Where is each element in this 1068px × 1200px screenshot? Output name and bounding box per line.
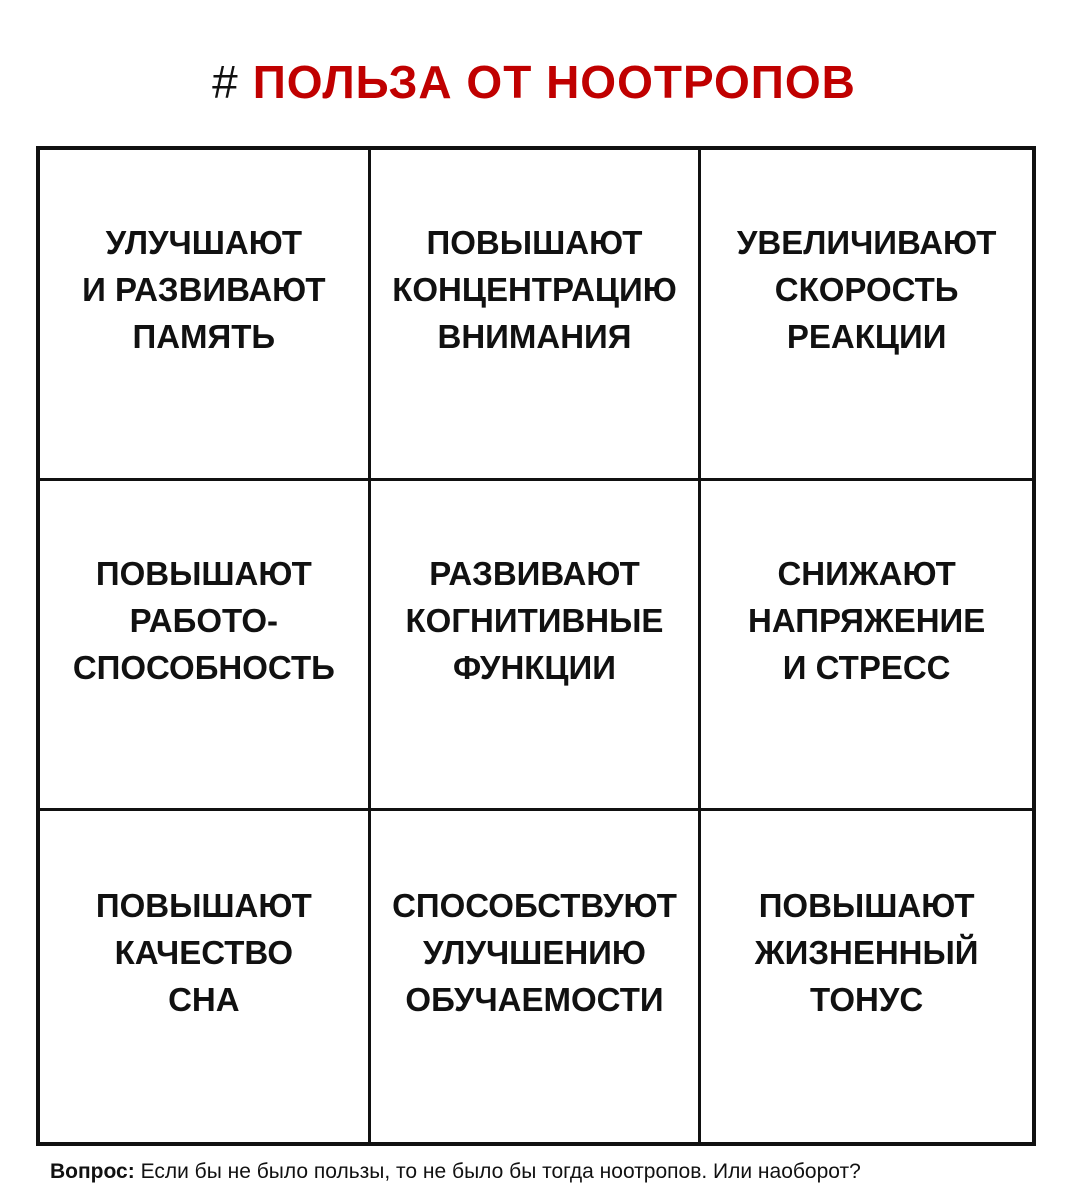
question-label: Вопрос: [50,1160,135,1183]
cell-line: КОНЦЕНТРАЦИЮ [392,271,677,309]
cell-line: СПОСОБСТВУЮТ [392,887,677,925]
cell-line: ПОВЫШАЮТ [426,224,643,262]
cell-line: ПОВЫШАЮТ [758,887,975,925]
cell-line: ФУНКЦИИ [453,648,616,686]
grid-cell [701,150,1032,481]
cell-line: УЛУЧШЕНИЮ [423,934,646,972]
cell-line: СНИЖАЮТ [777,554,956,592]
cell-line: УЛУЧШАЮТ [105,224,303,262]
cell-line: НАПРЯЖЕНИЕ [748,601,986,639]
cell-line: КОГНИТИВНЫЕ [405,601,664,639]
cell-text [737,219,997,360]
benefits-grid [36,146,1036,1146]
title-text: ПОЛЬЗА ОТ НООТРОПОВ [252,56,856,108]
grid-cell [371,150,702,481]
grid-cell [701,481,1032,812]
cell-line: ЖИЗНЕННЫЙ [754,934,979,972]
cell-line: СКОРОСТЬ [774,271,959,309]
cell-line: СНА [168,981,240,1019]
cell-text [755,882,979,1023]
question-text: Если бы не было пользы, то не было бы тогда ноотропов. Или наоборот? [140,1160,861,1183]
cell-line: ВНИМАНИЯ [437,318,632,356]
grid-cell [371,481,702,812]
grid-cell [371,811,702,1142]
cell-text [406,550,664,691]
cell-line: ОБУЧАЕМОСТИ [405,981,664,1019]
cell-line: И РАЗВИВАЮТ [82,271,326,309]
cell-line: РАЗВИВАЮТ [429,554,640,592]
grid-cell [40,150,371,481]
cell-text [82,219,325,360]
cell-line: ПОВЫШАЮТ [95,887,312,925]
hash-symbol: # [212,56,239,108]
cell-line: КАЧЕСТВО [114,934,294,972]
cell-line: ПОВЫШАЮТ [95,554,312,592]
cell-text [392,219,677,360]
grid-cell [40,481,371,812]
cell-line: И СТРЕСС [782,648,951,686]
cell-text [96,882,312,1023]
cell-line: РАБОТО- [129,601,278,639]
page-title [0,52,1068,112]
cell-line: РЕАКЦИИ [786,318,947,356]
cell-line: ТОНУС [810,981,924,1019]
footer-question [50,1158,1050,1186]
cell-text [73,550,335,691]
cell-line: ПАМЯТЬ [132,318,276,356]
grid-cell [701,811,1032,1142]
cell-line: УВЕЛИЧИВАЮТ [736,224,997,262]
cell-text [392,882,677,1023]
cell-text [748,550,985,691]
cell-line: СПОСОБНОСТЬ [72,648,335,686]
grid-cell [40,811,371,1142]
